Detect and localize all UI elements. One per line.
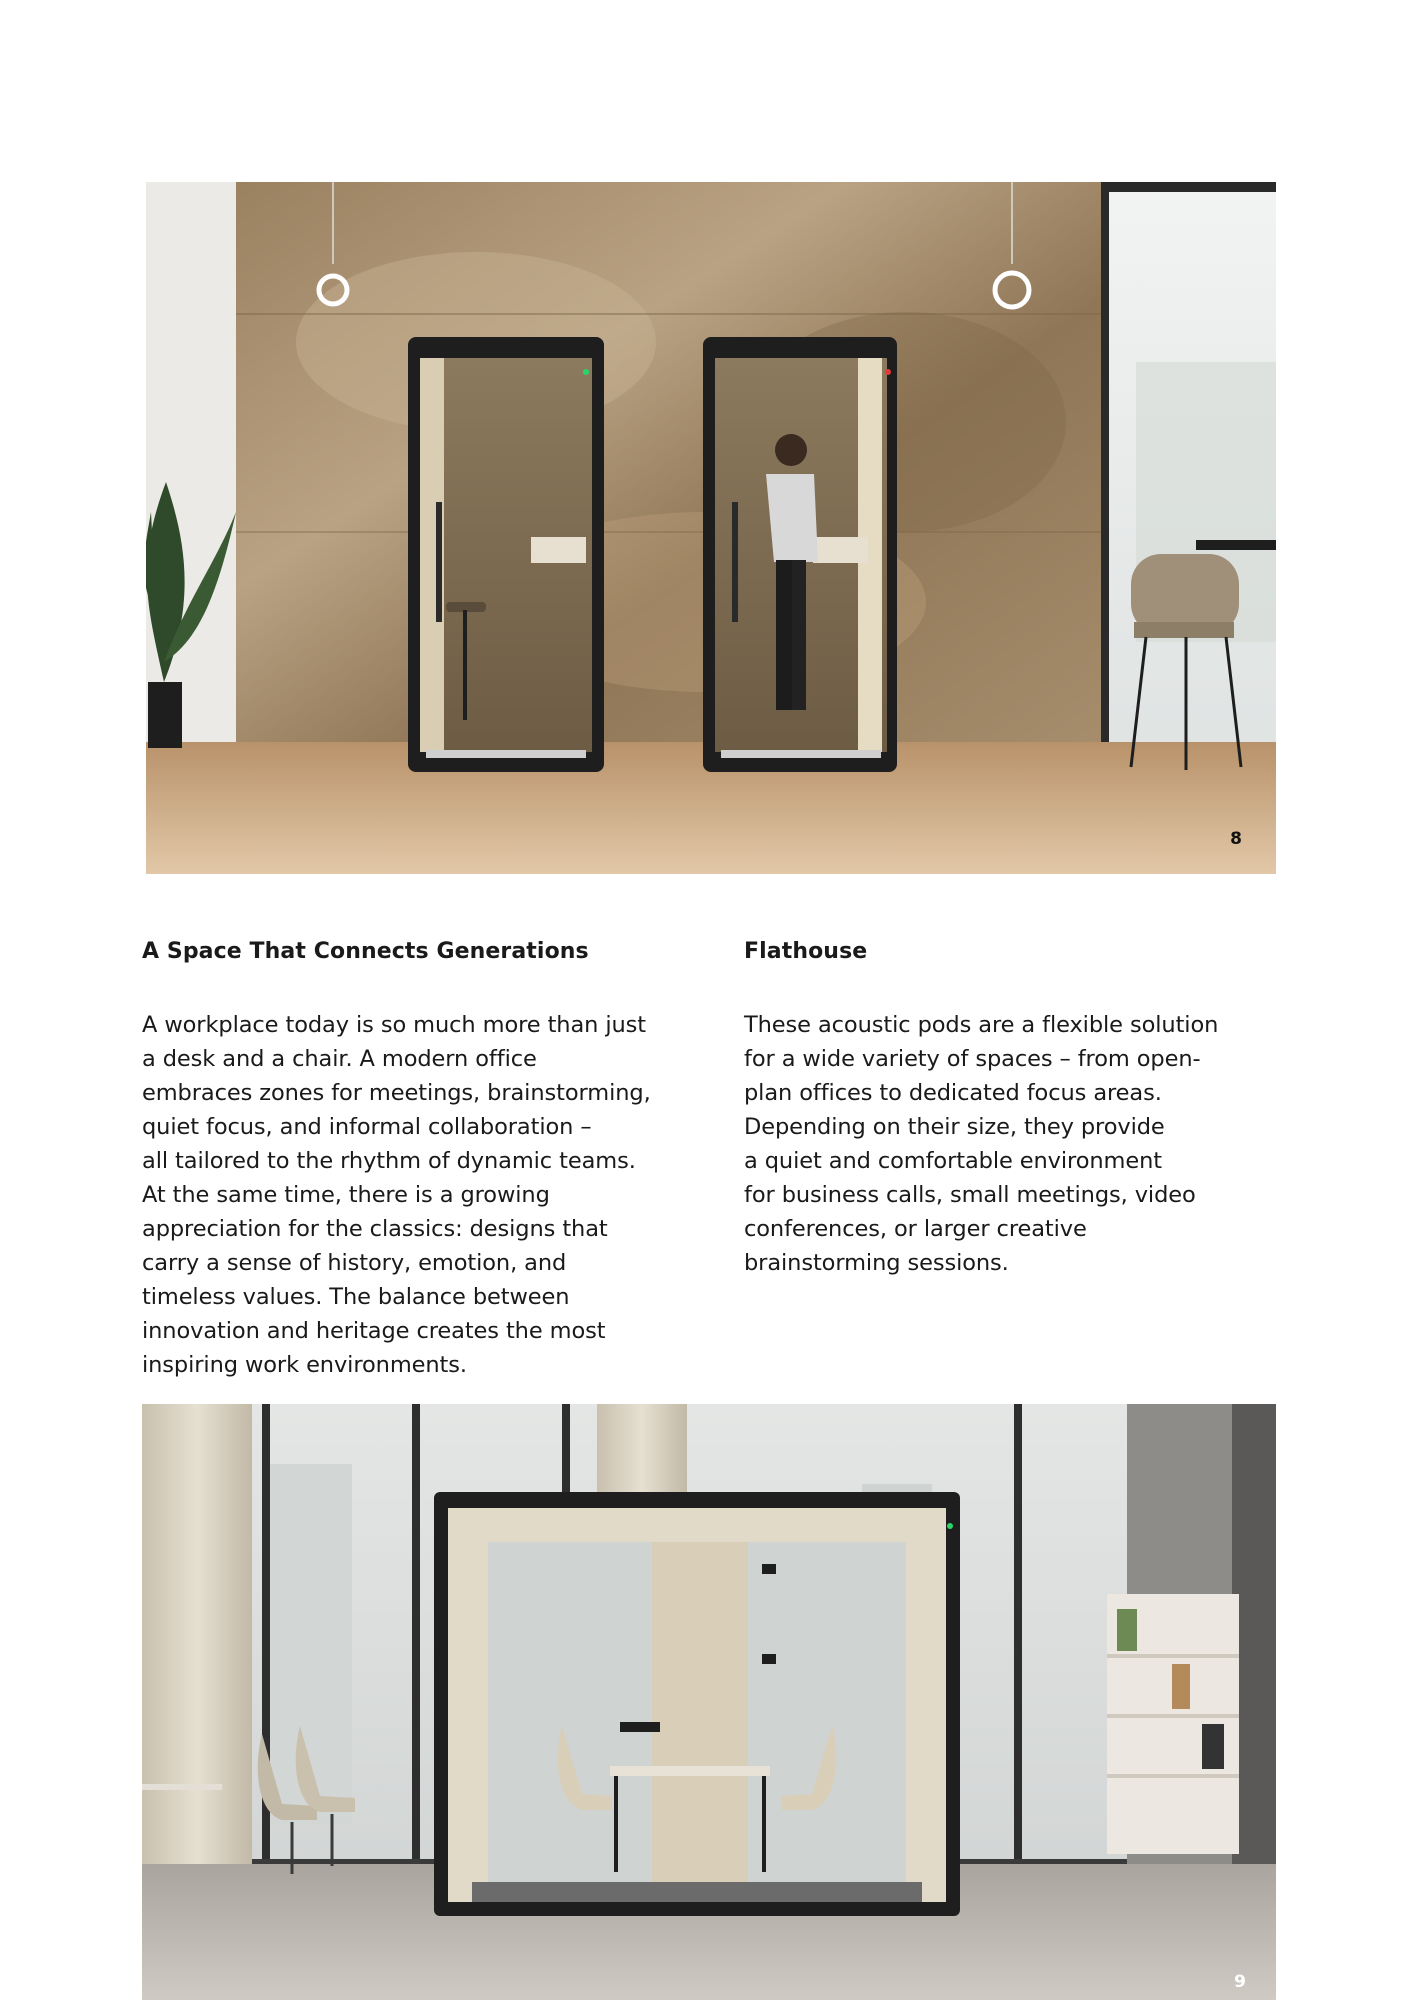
article-column-right xyxy=(744,930,1284,1280)
page-number: 8 xyxy=(1230,829,1242,849)
section-body: A workplace today is so much more than just a desk and a chair. A modern office embraces zones for meetings, brainstorming, quiet focus, and informal collaboration – all tailored to the rhythm of dynamic teams. At the same time, there is a growing appreciation for the classics: designs that carry a sense of history, emotion, and timeless values. The balance between innovation and heritage creates the most inspiring work environments. xyxy=(142,1012,651,1378)
product-body: These acoustic pods are a flexible solution for a wide variety of spaces – from open- plan offices to dedicated focus areas. Depending on their size, they provide a quiet and comfortable environment for business calls, small meetings, video conferences, or larger creative brainstorming sessions. xyxy=(744,1012,1219,1276)
page-number: 9 xyxy=(1234,1972,1246,1992)
product-heading: Flathouse xyxy=(744,939,868,964)
meeting-pod-photo xyxy=(142,1404,1276,2000)
article-column-left xyxy=(142,930,722,1382)
section-heading: A Space That Connects Generations xyxy=(142,939,589,964)
phone-booths-photo xyxy=(146,182,1276,874)
